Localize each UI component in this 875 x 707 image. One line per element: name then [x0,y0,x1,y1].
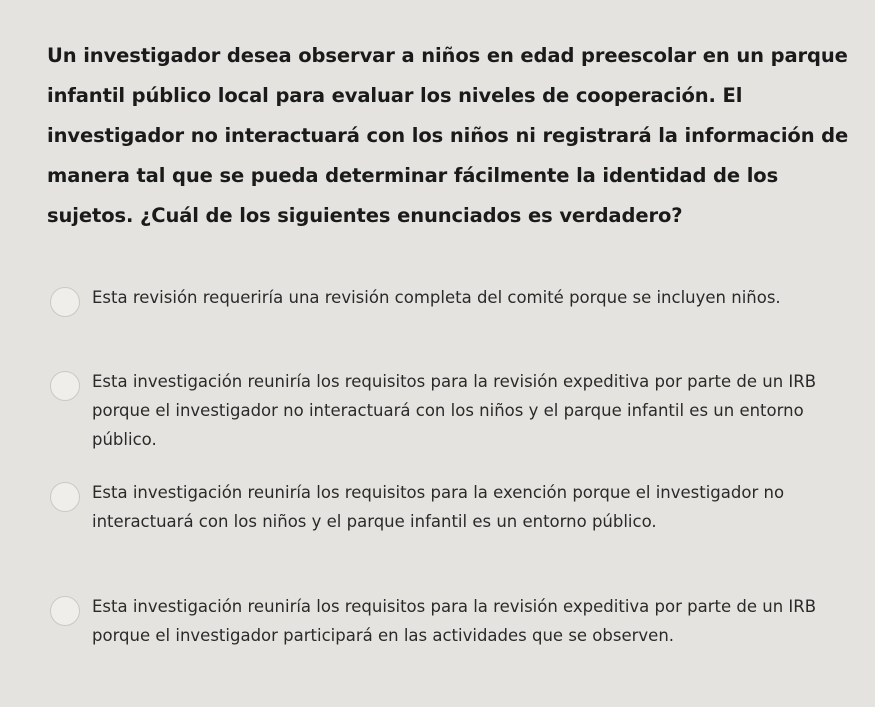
answer-option-1-label[interactable]: Esta revisión requeriría una revisión completa del comité porque se incluyen niños. [92,288,781,307]
radio-button-option-1[interactable] [50,287,80,317]
answer-option-2-label[interactable]: Esta investigación reuniría los requisitos para la revisión expeditiva por parte de un IRB porque el investigador no interactuará con los niños y el parque infantil es un entorno público. [92,372,817,449]
answer-option-4-label[interactable]: Esta investigación reuniría los requisitos para la revisión expeditiva por parte de un IRB porque el investigador participará en las actividades que se observen. [92,597,817,645]
answer-option-3-label[interactable]: Esta investigación reuniría los requisitos para la exención porque el investigador no interactuará con los niños y el parque infantil es un entorno público. [92,483,785,531]
radio-button-option-3[interactable] [50,482,80,512]
radio-button-option-2[interactable] [50,371,80,401]
radio-button-option-4[interactable] [50,596,80,626]
question-text: Un investigador desea observar a niños en edad preescolar en un parque infantil público local para evaluar los niveles de cooperación. El investigador no interactuará con los niños ni registrará la información de manera tal que se pueda determinar fácilmente la identidad de los sujetos. ¿Cuál de los siguientes enunciados es verdadero? [47,44,849,227]
